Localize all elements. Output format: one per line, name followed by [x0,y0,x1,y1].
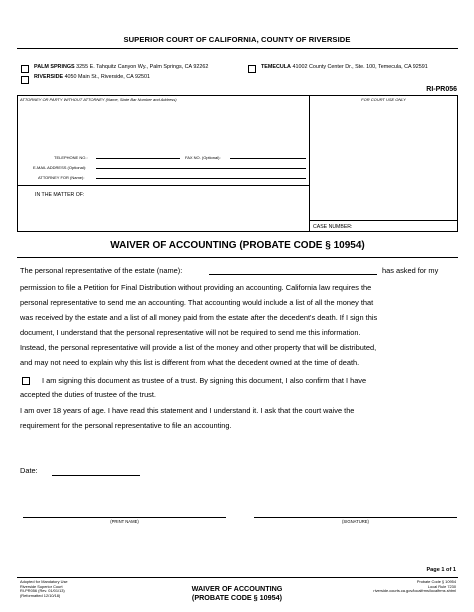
form-title: WAIVER OF ACCOUNTING (PROBATE CODE § 10954) [17,232,458,258]
para1-line: has asked for my [382,266,439,275]
telephone-field[interactable] [96,158,180,159]
para1-line: was received by the estate and a list of all money paid from the estate after the decedent's death. If I sign this [20,313,378,322]
trustee-statement: I am signing this document as trustee of a trust. By signing this document, I also confirm that I have [42,376,367,385]
date-field[interactable] [52,475,140,476]
matter-field[interactable] [20,200,306,230]
court-title: SUPERIOR COURT OF CALIFORNIA, COUNTY OF RIVERSIDE [123,35,351,44]
location-name: PALM SPRINGS [34,64,75,70]
page-number: Page 1 of 1 [426,567,456,573]
fax-label: FAX NO. (Optional): [185,155,221,160]
location-address: 3255 E. Tahquitz Canyon Wy., Palm Springs, CA 92262 [76,64,209,70]
telephone-label: TELEPHONE NO.: [54,155,88,160]
case-number-field[interactable] [360,222,456,231]
representative-name-field[interactable] [209,274,377,275]
header-divider [17,48,458,49]
para1-line: Instead, the personal representative will provide a list of the money and other property that will be distributed, [20,343,377,352]
para1-line: document, I understand that the personal representative will not be required to send me this information. [20,328,361,337]
email-field[interactable] [96,168,306,169]
age-statement: I am over 18 years of age. I have read this statement and I understand it. I ask that the court waive the [20,406,355,415]
attorney-name-address-field[interactable] [20,104,306,150]
temecula-location [261,64,428,70]
riverside-location [34,74,150,80]
court-use-label: FOR COURT USE ONLY [361,97,406,102]
attorney-for-label: ATTORNEY FOR (Name): [38,175,85,180]
para1-line: The personal representative of the estate (name): [20,266,183,275]
fax-field[interactable] [230,158,306,159]
footer-divider [17,577,458,578]
palm-springs-location [34,64,208,70]
signature-caption: (SIGNATURE) [342,519,369,524]
location-name: RIVERSIDE [34,74,64,80]
para1-line: personal representative to send me an accounting. That accounting would include a list of all the money that [20,298,374,307]
trustee-checkbox[interactable] [22,377,30,385]
footer-right-line: Probate Code § 10954 [416,579,456,584]
print-name-caption: (PRINT NAME) [110,519,139,524]
footer-references [373,580,456,594]
footer-left-line: Riverside Superior Court [20,583,63,589]
attorney-label: ATTORNEY OR PARTY WITHOUT ATTORNEY (Name, State Bar Number and Address) [20,97,177,102]
matter-divider [17,185,309,186]
footer-left-line: Adopted for Mandatory Use [20,579,68,584]
case-number-label: CASE NUMBER: [313,224,353,230]
palm-springs-checkbox[interactable] [21,65,29,73]
temecula-checkbox[interactable] [248,65,256,73]
trustee-statement-cont: accepted the duties of trustee of the trust. [20,390,156,399]
para1-line: permission to file a Petition for Final Distribution without providing an accounting. California law requires the [20,283,372,292]
matter-label: IN THE MATTER OF: [35,192,85,198]
age-statement-cont: requirement for the personal representative to file an accounting. [20,421,232,430]
email-label: E-MAIL ADDRESS (Optional): [33,165,87,170]
caption-vertical-divider [309,95,310,232]
location-address: 41002 County Center Dr., Ste. 100, Temecula, CA 92591 [292,64,428,70]
footer-url[interactable]: riverside.courts.ca.gov/localfrms/localfrms.shtml [373,588,456,594]
footer-left-line: (Reformatted 12/10/18) [20,592,61,598]
footer-left-line: RI-PR056 (Rev. 01/01/13) [20,588,65,594]
footer-title-line: (PROBATE CODE § 10954) [191,593,283,602]
location-name: TEMECULA [261,64,291,70]
print-name-field[interactable] [23,517,226,518]
location-address: 4050 Main St., Riverside, CA 92501 [64,74,150,80]
attorney-for-field[interactable] [96,178,306,179]
footer-title-line: WAIVER OF ACCOUNTING [191,584,283,593]
para1-line: and may not need to explain why this list is different from what the decedent owned at the time of death. [20,358,360,367]
signature-field[interactable] [254,517,457,518]
footer-right-line: Local Rule 7230 [427,583,456,589]
case-number-divider [309,220,458,221]
riverside-checkbox[interactable] [21,76,29,84]
date-label: Date: [20,466,38,475]
form-number: RI-PR056 [426,86,457,93]
